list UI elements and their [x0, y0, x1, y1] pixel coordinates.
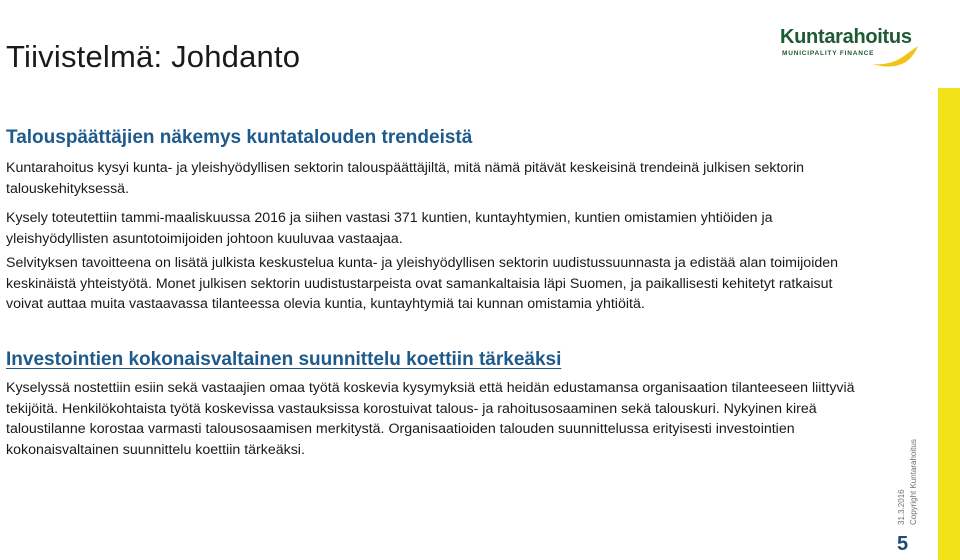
- section2-paragraph: Kyselyssä nostettiin esiin sekä vastaajien omaa työtä koskevia kysymyksiä että heidän edustamansa organisaation tilanteeseen liittyviä tekijöitä. Henkilökohtaista työtä koskevissa vastauksissa korostuivat talous- ja rahoitusosaaminen sekä talouskuri. Nykyinen kireä taloustilanne korostaa varmasti talousosaamisen merkitystä. Organisaatioiden talouden suunnittelussa erityisesti investointien kokonaisvaltainen suunnittelu koettiin tärkeäksi.: [6, 380, 855, 458]
- accent-sidebar: [938, 88, 960, 560]
- logo-swoosh-icon: [870, 44, 920, 70]
- section2-heading: Investointien kokonaisvaltainen suunnittelu koettiin tärkeäksi: [6, 349, 562, 370]
- sidebar-top-blank: [938, 0, 960, 88]
- section1-heading: Talouspäättäjien näkemys kuntatalouden trendeistä: [6, 127, 473, 148]
- company-logo: [780, 26, 925, 70]
- section1-paragraph-1: Kuntarahoitus kysyi kunta- ja yleishyödyllisen sektorin talouspäättäjiltä, mitä nämä pitävät keskeisinä trendeinä julkisen sektorin talouskehityksessä.: [6, 160, 805, 197]
- slide-title: Tiivistelmä: Johdanto: [6, 38, 301, 74]
- date-text: 31.3.2016: [897, 489, 906, 525]
- page-number: 5: [897, 533, 909, 555]
- copyright-text: Copyright Kuntarahoitus: [909, 439, 918, 525]
- footer-vertical-text: [897, 439, 918, 530]
- logo-subtitle: MUNICIPALITY FINANCE: [782, 50, 875, 57]
- logo-name: Kuntarahoitus: [780, 26, 912, 48]
- section1-paragraph-3: Selvityksen tavoitteena on lisätä julkista keskustelua kunta- ja yleishyödyllisen sektorin uudistussuunnasta ja edistää alan toimijoiden keskinäistä yhteistyötä. Monet julkisen sektorin uudistustarpeista ovat samankaltaisia läpi Suomen, ja paikallisesti kehitetyt ratkaisut voivat auttaa muita vastaavassa tilanteessa olevia kuntia, kuntayhtymiä tai kunnan omistamia yhtiöitä.: [6, 255, 839, 312]
- section1-paragraph-2: Kysely toteutettiin tammi-maaliskuussa 2016 ja siihen vastasi 371 kuntien, kuntayhtymien, kuntien omistamien yhtiöiden ja yleishyödyllisten asuntotoimijoiden johtoon kuuluvaa vastaajaa.: [6, 210, 773, 247]
